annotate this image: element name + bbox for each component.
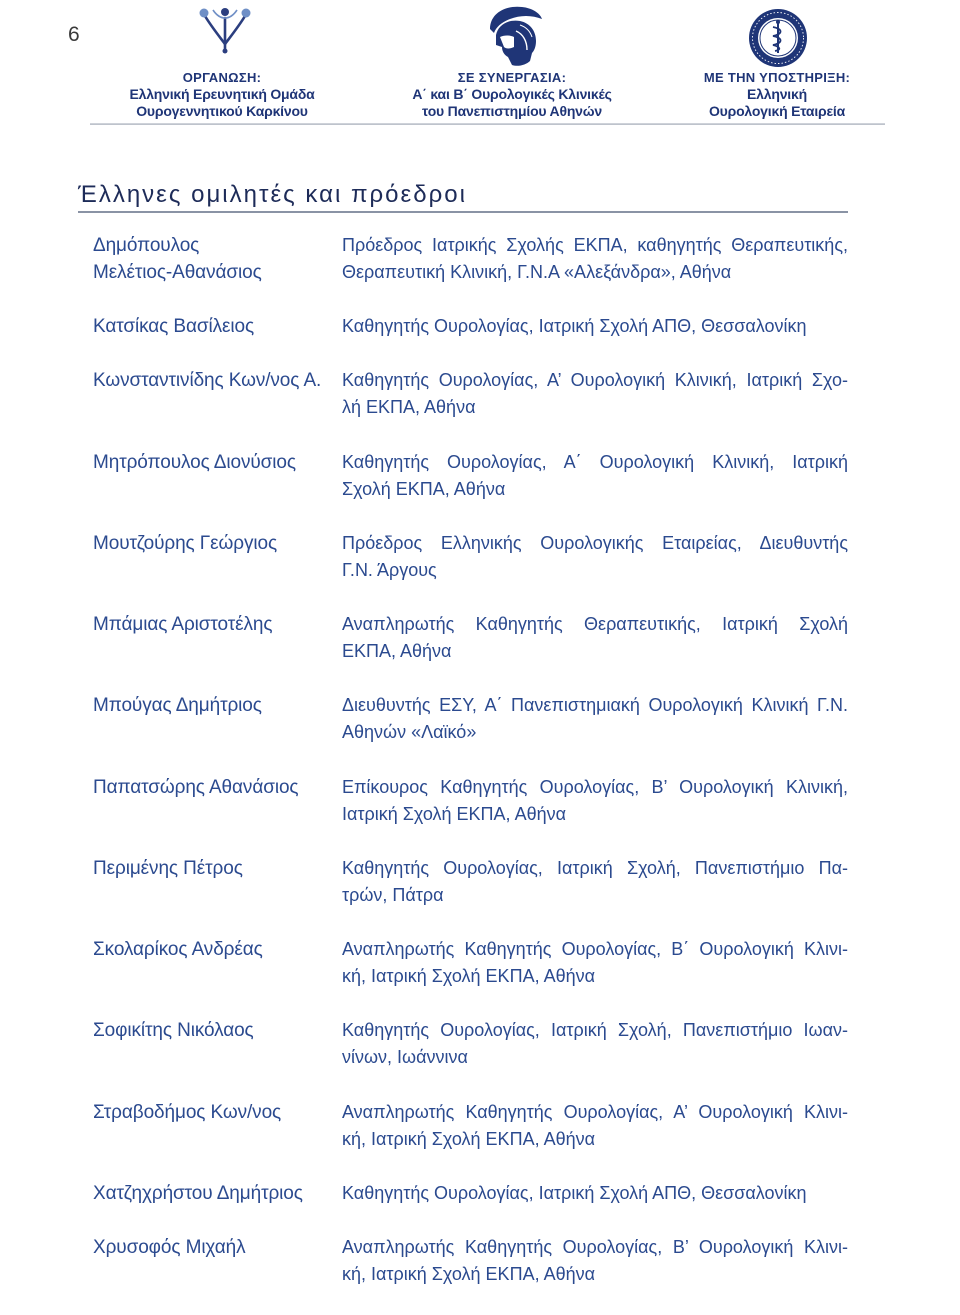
speaker-name — [93, 1099, 338, 1126]
speaker-name — [93, 449, 338, 476]
affiliation-line: Αναπληρωτής Καθηγητής Θεραπευτικής, Ιατρική Σχολή — [342, 614, 848, 635]
speaker-surname: Δημόπουλος — [93, 235, 200, 256]
speaker-row — [0, 313, 960, 340]
speaker-name — [93, 855, 338, 882]
page-number: 6 — [68, 23, 80, 46]
speaker-affiliation — [342, 774, 848, 828]
affiliation-line: Πρόεδρος Ιατρικής Σχολής ΕΚΠΑ, καθηγητής Θεραπευτικής, — [342, 235, 848, 255]
speaker-name — [93, 611, 338, 638]
speaker-name-text: Χρυσοφός Μιχαήλ — [93, 1236, 246, 1258]
affiliation-line: τρών, Πάτρα — [342, 884, 444, 905]
speaker-name-text: Μητρόπουλος Διονύσιος — [93, 451, 296, 473]
organizer-block — [117, 69, 327, 120]
speaker-name-text: Κωνσταντινίδης Κων/νος Α. — [93, 370, 322, 392]
athena-helmet-logo — [482, 3, 546, 69]
organizer-label: ΟΡΓΑΝΩΣΗ: — [182, 70, 262, 85]
speaker-name-text: Σοφικίτης Νικόλαος — [93, 1020, 254, 1042]
speaker-name — [93, 530, 338, 557]
affiliation-line: κή, Ιατρική Σχολή ΕΚΠΑ, Αθήνα — [342, 1263, 596, 1284]
speaker-row — [0, 936, 960, 990]
speaker-given-name: Μελέτιος-Αθανάσιος — [93, 262, 262, 284]
speaker-row — [0, 1099, 960, 1153]
speaker-row — [0, 1234, 960, 1288]
title-underline — [78, 211, 848, 213]
speaker-name-text: Σκολαρίκος Ανδρέας — [93, 939, 263, 961]
affiliation-line: λή ΕΚΠΑ, Αθήνα — [342, 397, 476, 418]
speaker-affiliation — [342, 936, 848, 990]
speaker-name — [93, 1017, 338, 1044]
affiliation-line: Θεραπευτική Κλινική, Γ.Ν.Α «Αλεξάνδρα», Αθήνα — [342, 262, 732, 283]
speaker-name-text: Κατσίκας Βασίλειος — [93, 316, 255, 338]
speaker-row — [0, 774, 960, 828]
research-group-figure-logo — [193, 2, 257, 58]
support-name-line: Ουρολογική Εταιρεία — [708, 103, 846, 119]
speaker-affiliation — [342, 1234, 848, 1288]
speaker-row — [0, 232, 960, 286]
section-title: Έλληνες ομιλητές και πρόεδροι — [78, 181, 467, 208]
speaker-name — [93, 692, 338, 719]
speaker-name-text: Περιμένης Πέτρος — [93, 857, 243, 879]
speaker-row — [0, 1180, 960, 1207]
speaker-affiliation — [342, 1099, 848, 1153]
speaker-name — [93, 313, 338, 340]
collaboration-block — [407, 69, 617, 120]
speaker-affiliation — [342, 1017, 848, 1071]
affiliation-line: Καθηγητής Ουρολογίας, Ιατρική Σχολή, Πανεπιστήμιο Ιωαν- — [342, 1020, 848, 1041]
speaker-name-text: Χατζηχρήστου Δημήτριος — [93, 1182, 303, 1204]
affiliation-line: ΕΚΠΑ, Αθήνα — [342, 641, 452, 662]
affiliation-line: νίνων, Ιωάννινα — [342, 1047, 468, 1068]
support-block — [672, 69, 882, 120]
speaker-name — [93, 1180, 338, 1207]
collaboration-name-line: του Πανεπιστημίου Αθηνών — [422, 103, 602, 119]
speaker-row — [0, 1017, 960, 1071]
speaker-name — [93, 1234, 338, 1261]
speaker-affiliation — [342, 1180, 848, 1207]
speaker-name — [93, 367, 338, 394]
speaker-row — [0, 692, 960, 746]
affiliation-line: Καθηγητής Ουρολογίας, Α΄ Ουρολογική Κλινική, Ιατρική — [342, 451, 848, 472]
affiliation-line: Ιατρική Σχολή ΕΚΠΑ, Αθήνα — [342, 803, 566, 824]
speaker-affiliation — [342, 611, 848, 665]
affiliation-line: Πρόεδρος Ελληνικής Ουρολογικής Εταιρείας, Διευθυντής — [342, 532, 848, 553]
speaker-row — [0, 367, 960, 421]
affiliation-line: Γ.Ν. Άργους — [342, 559, 437, 580]
speaker-row — [0, 611, 960, 665]
speaker-name-text: Μουτζούρης Γεώργιος — [93, 532, 278, 554]
organizer-name-line: Ελληνική Ερευνητική Ομάδα — [129, 86, 315, 102]
affiliation-line: Καθηγητής Ουρολογίας, Α’ Ουρολογική Κλινική, Ιατρική Σχο- — [342, 370, 848, 391]
speaker-name-text: Μπάμιας Αριστοτέλης — [93, 614, 273, 636]
support-name-line: Ελληνική — [747, 86, 807, 102]
speaker-affiliation — [342, 232, 848, 286]
speaker-affiliation — [342, 855, 848, 909]
affiliation-line: κή, Ιατρική Σχολή ΕΚΠΑ, Αθήνα — [342, 966, 596, 987]
speaker-name — [93, 774, 338, 801]
speaker-row — [0, 449, 960, 503]
speaker-name — [93, 232, 338, 286]
speaker-list — [0, 232, 960, 1315]
speaker-affiliation — [342, 530, 848, 584]
collaboration-name-line: Α΄ και Β΄ Ουρολογικές Κλινικές — [412, 86, 612, 102]
affiliation-line: Καθηγητής Ουρολογίας, Ιατρική Σχολή ΑΠΘ, Θεσσαλονίκη — [342, 316, 807, 337]
urological-society-seal-logo — [747, 7, 809, 69]
speaker-affiliation — [342, 449, 848, 503]
speaker-affiliation — [342, 367, 848, 421]
organizer-name-line: Ουρογεννητικού Καρκίνου — [136, 103, 308, 119]
speaker-row — [0, 855, 960, 909]
speaker-name-text: Μπούγας Δημήτριος — [93, 695, 262, 717]
affiliation-line: Αναπληρωτής Καθηγητής Ουρολογίας, Α’ Ουρολογική Κλινι- — [342, 1101, 848, 1122]
speaker-name-text: Στραβοδήμος Κων/νος — [93, 1101, 282, 1123]
affiliation-line: Καθηγητής Ουρολογίας, Ιατρική Σχολή, Πανεπιστήμιο Πα- — [342, 857, 848, 878]
affiliation-line: Καθηγητής Ουρολογίας, Ιατρική Σχολή ΑΠΘ, Θεσσαλονίκη — [342, 1182, 807, 1203]
speaker-name-text: Παπατσώρης Αθανάσιος — [93, 776, 299, 798]
speaker-row — [0, 530, 960, 584]
affiliation-line: Διευθυντής ΕΣΥ, Α΄ Πανεπιστημιακή Ουρολογική Κλινική Γ.Ν. — [342, 695, 848, 716]
affiliation-line: Σχολή ΕΚΠΑ, Αθήνα — [342, 478, 506, 499]
speaker-name — [93, 936, 338, 963]
speaker-affiliation — [342, 692, 848, 746]
affiliation-line: Αναπληρωτής Καθηγητής Ουρολογίας, Β΄ Ουρολογική Κλινι- — [342, 939, 848, 960]
header-divider — [90, 123, 885, 125]
speaker-affiliation — [342, 313, 848, 340]
affiliation-line: Αναπληρωτής Καθηγητής Ουρολογίας, Β’ Ουρολογική Κλινι- — [342, 1236, 848, 1257]
support-label: ΜΕ ΤΗΝ ΥΠΟΣΤΗΡΙΞΗ: — [703, 70, 851, 85]
affiliation-line: Επίκουρος Καθηγητής Ουρολογίας, Β’ Ουρολογική Κλινική, — [342, 776, 848, 797]
collaboration-label: ΣΕ ΣΥΝΕΡΓΑΣΙΑ: — [457, 70, 567, 85]
affiliation-line: Αθηνών «Λαϊκό» — [342, 722, 477, 743]
affiliation-line: κή, Ιατρική Σχολή ΕΚΠΑ, Αθήνα — [342, 1128, 596, 1149]
